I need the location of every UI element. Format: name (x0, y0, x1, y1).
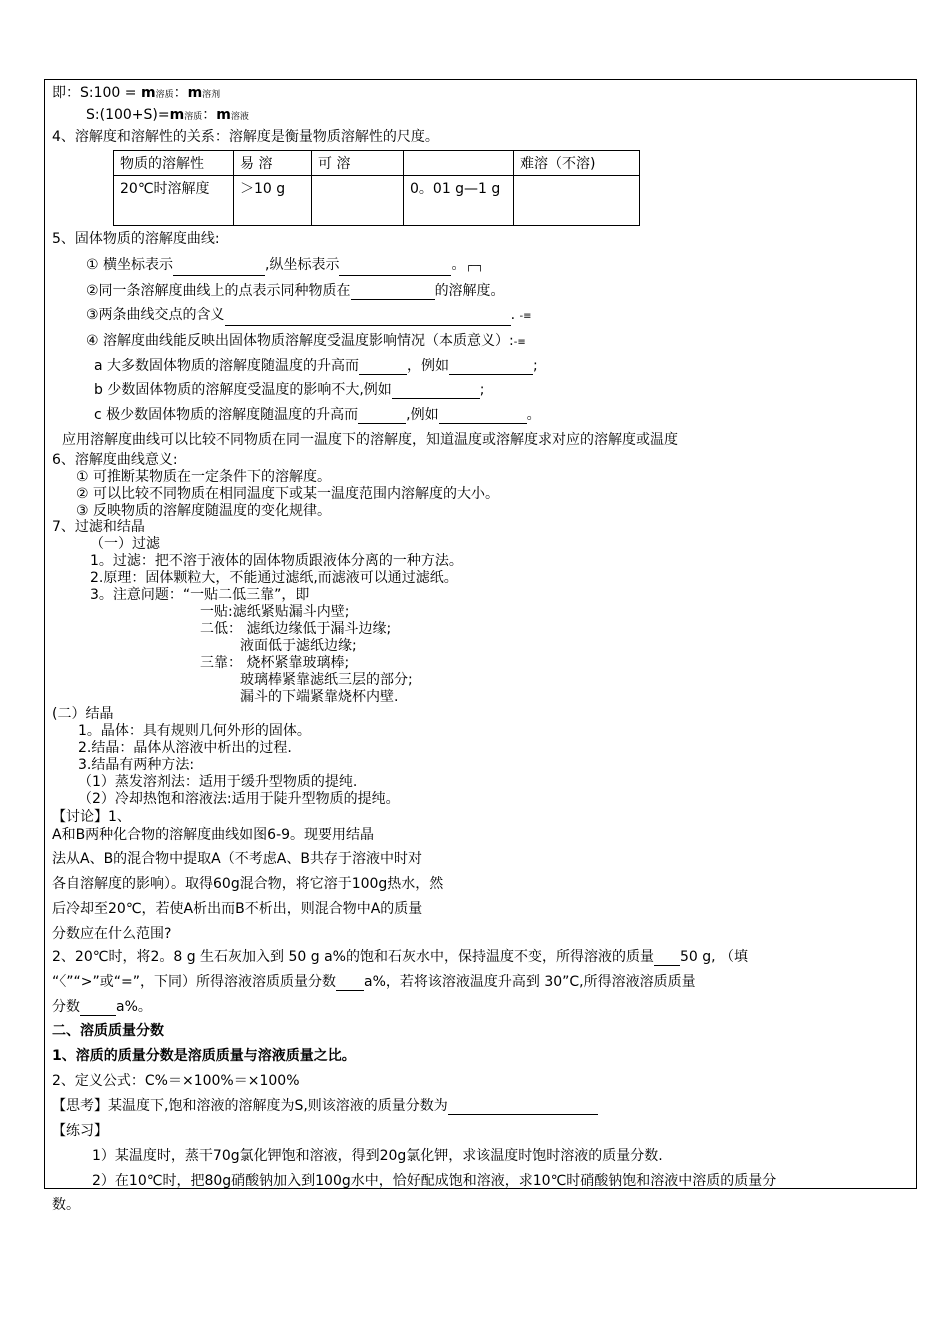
item-text: ① 横坐标表示 (86, 257, 174, 273)
question-text: 分数 (52, 999, 80, 1015)
section-4-title: 4、溶解度和溶解性的关系：溶解度是衡量物质溶解性的尺度。 (52, 129, 439, 145)
question-text: 2、20℃时，将2。8 g 生石灰加入到 50 g a%的饱和石灰水中，保持温度不变，所得溶液的质量 (52, 949, 654, 965)
table-header-cell: 易 溶 (234, 151, 312, 176)
table-cell: 20℃时溶解度 (114, 176, 234, 226)
curve-item-b (94, 381, 485, 399)
question-2-line-1 (52, 948, 748, 966)
mass-symbol: m (216, 107, 231, 123)
practice-heading: 【练习】 (52, 1123, 108, 1139)
table-header-row (114, 151, 640, 176)
table-row (114, 176, 640, 226)
list-item: 1。过滤：把不溶于液体的固体物质跟液体分离的一种方法。 (90, 553, 463, 569)
answer-blank[interactable] (392, 384, 480, 399)
curve-item-4 (86, 332, 526, 352)
stray-mark: -≡ (513, 337, 526, 348)
subscript: 溶质 (155, 90, 174, 100)
curve-item-1 (86, 256, 484, 276)
table-header-cell: 物质的溶解性 (114, 151, 234, 176)
answer-blank[interactable] (439, 409, 527, 424)
discussion-text: 各自溶解度的影响）。取得60g混合物，将它溶于100g热水，然 (52, 876, 444, 892)
colon: ： (173, 85, 188, 101)
table-cell (514, 176, 640, 226)
list-item: ② 可以比较不同物质在相同温度下或某一温度范围内溶解度的大小。 (76, 486, 499, 502)
curve-item-2 (86, 282, 505, 300)
list-item: 三靠： 烧杯紧靠玻璃棒; (200, 655, 350, 671)
list-item: （2）冷却热饱和溶液法:适用于陡升型物质的提纯。 (78, 791, 400, 807)
answer-blank[interactable] (654, 951, 680, 966)
question-text: 50 g, （填 (679, 949, 749, 965)
table-header-cell: 难溶（不溶) (514, 151, 640, 176)
list-item: ③ 反映物质的溶解度随温度的变化规律。 (76, 503, 331, 519)
answer-blank[interactable] (359, 360, 407, 375)
answer-blank[interactable] (225, 311, 511, 326)
question-text: 【思考】某温度下,饱和溶液的溶解度为S,则该溶液的质量分数为 (52, 1098, 448, 1114)
answer-blank[interactable] (336, 976, 364, 991)
curve-item-a (94, 357, 538, 375)
item-text: ，例如 (407, 358, 450, 374)
curve-application: 应用溶解度曲线可以比较不同物质在同一温度下的溶解度，知道温度或溶解度求对应的溶解度或温度 (62, 432, 678, 448)
item-text: ④ 溶解度曲线能反映出固体物质溶解度受温度影响情况（本质意义）: (86, 333, 514, 349)
stray-mark: ┌─┐ (465, 261, 484, 272)
list-item: 2.原理：固体颗粒大，不能通过滤纸,而滤液可以通过滤纸。 (90, 570, 458, 586)
list-item: 漏斗的下端紧靠烧杯内壁. (240, 689, 399, 705)
colon: ： (202, 107, 217, 123)
mass-symbol: m (140, 85, 156, 101)
answer-blank[interactable] (173, 261, 265, 276)
mass-symbol: m (169, 107, 185, 123)
stray-mark: -≡ (519, 311, 532, 322)
list-item: 3。注意问题：“一贴二低三靠”，即 (90, 587, 310, 603)
section-7-title: 7、过滤和结晶 (52, 519, 145, 535)
discussion-text: 后冷却至20℃，若使A析出而B不析出，则混合物中A的质量 (52, 901, 423, 917)
item-text: ,纵坐标表示 (265, 257, 340, 273)
answer-blank[interactable] (351, 285, 435, 300)
answer-blank[interactable] (358, 409, 406, 424)
list-item: 液面低于滤纸边缘; (240, 638, 357, 654)
table-cell: ＞10 g (234, 176, 312, 226)
table-cell: 0。01 g—1 g (404, 176, 514, 226)
item-text: b 少数固体物质的溶解度受温度的影响不大,例如 (94, 382, 392, 398)
curve-item-c (94, 406, 541, 424)
discussion-text: 法从A、B的混合物中提取A（不考虑A、B共存于溶液中时对 (52, 851, 422, 867)
item-text: . (510, 307, 520, 323)
definition: 1、溶质的质量分数是溶质质量与溶液质量之比。 (52, 1048, 356, 1064)
ratio-line-2 (86, 106, 249, 126)
table-header-cell (404, 151, 514, 176)
part-2-title: 二、溶质质量分数 (52, 1023, 164, 1039)
list-item: 玻璃棒紧靠滤纸三层的部分; (240, 672, 413, 688)
question-text: “〈”“>”或“=”，下同）所得溶液溶质质量分数 (52, 974, 336, 990)
question-2-line-3 (52, 998, 152, 1016)
item-text: ; (479, 382, 485, 398)
question-text: a%，若将该溶液温度升高到 30”C,所得溶液溶质质量 (363, 974, 696, 990)
table-cell (312, 176, 404, 226)
question-text: a%。 (116, 999, 152, 1015)
list-item: 1。晶体：具有规则几何外形的固体。 (78, 723, 311, 739)
list-item: 3.结晶有两种方法: (78, 757, 195, 773)
item-text: ; (533, 358, 538, 374)
item-text: a 大多数固体物质的溶解度随温度的升高而 (94, 358, 360, 374)
list-item: 二低： 滤纸边缘低于漏斗边缘; (200, 621, 392, 637)
list-item: ① 可推断某物质在一定条件下的溶解度。 (76, 469, 331, 485)
subsection-title: (二）结晶 (52, 706, 114, 722)
list-item: 一贴:滤纸紧贴漏斗内壁; (200, 604, 350, 620)
practice-item: 1）某温度时，蒸干70g氯化钾饱和溶液，得到20g氯化钾，求该温度时饱时溶液的质量分数. (92, 1148, 663, 1164)
item-text: 的溶解度。 (434, 283, 505, 299)
list-item: 2.结晶：晶体从溶液中析出的过程. (78, 740, 292, 756)
formula: 2、定义公式：C%＝×100%＝×100% (52, 1073, 300, 1089)
curve-item-3 (86, 306, 531, 326)
ratio-text: 即：S:100 = (52, 85, 141, 101)
discussion-heading: 【讨论】1、 (52, 809, 131, 825)
ratio-line-1 (52, 84, 220, 104)
item-text: ,例如 (406, 407, 439, 423)
item-text: 。 (451, 257, 466, 273)
discussion-text: A和B两种化合物的溶解度曲线如图6-9。现要用结晶 (52, 827, 375, 843)
answer-blank[interactable] (339, 261, 451, 276)
subscript: 溶质 (184, 112, 203, 122)
list-item: （1）蒸发溶剂法：适用于缓升型物质的提纯. (78, 774, 358, 790)
discussion-text: 分数应在什么范围? (52, 926, 172, 942)
section-6-title: 6、溶解度曲线意义: (52, 452, 178, 468)
practice-item: 2）在10℃时，把80g硝酸钠加入到100g水中，恰好配成饱和溶液，求10℃时硝酸钠饱和溶液中溶质的质量分 (92, 1173, 777, 1189)
subscript: 溶剂 (202, 90, 221, 100)
item-text: 。 (526, 407, 541, 423)
answer-blank[interactable] (449, 360, 533, 375)
practice-item: 数。 (52, 1197, 80, 1213)
mass-symbol: m (187, 85, 203, 101)
answer-blank[interactable] (80, 1001, 116, 1016)
subsection-title: （一）过滤 (90, 536, 160, 552)
item-text: ②同一条溶解度曲线上的点表示同种物质在 (86, 283, 351, 299)
section-5-title: 5、固体物质的溶解度曲线: (52, 231, 220, 247)
item-text: ③两条曲线交点的含义 (86, 307, 225, 323)
item-text: c 极少数固体物质的溶解度随温度的升高而 (94, 407, 359, 423)
ratio-text: S:(100+S)= (86, 107, 170, 123)
table-header-cell: 可 溶 (312, 151, 404, 176)
subscript: 溶液 (230, 112, 249, 122)
question-2-line-2 (52, 973, 696, 991)
solubility-table (113, 150, 640, 226)
think-question (52, 1097, 598, 1115)
answer-blank[interactable] (448, 1100, 598, 1115)
